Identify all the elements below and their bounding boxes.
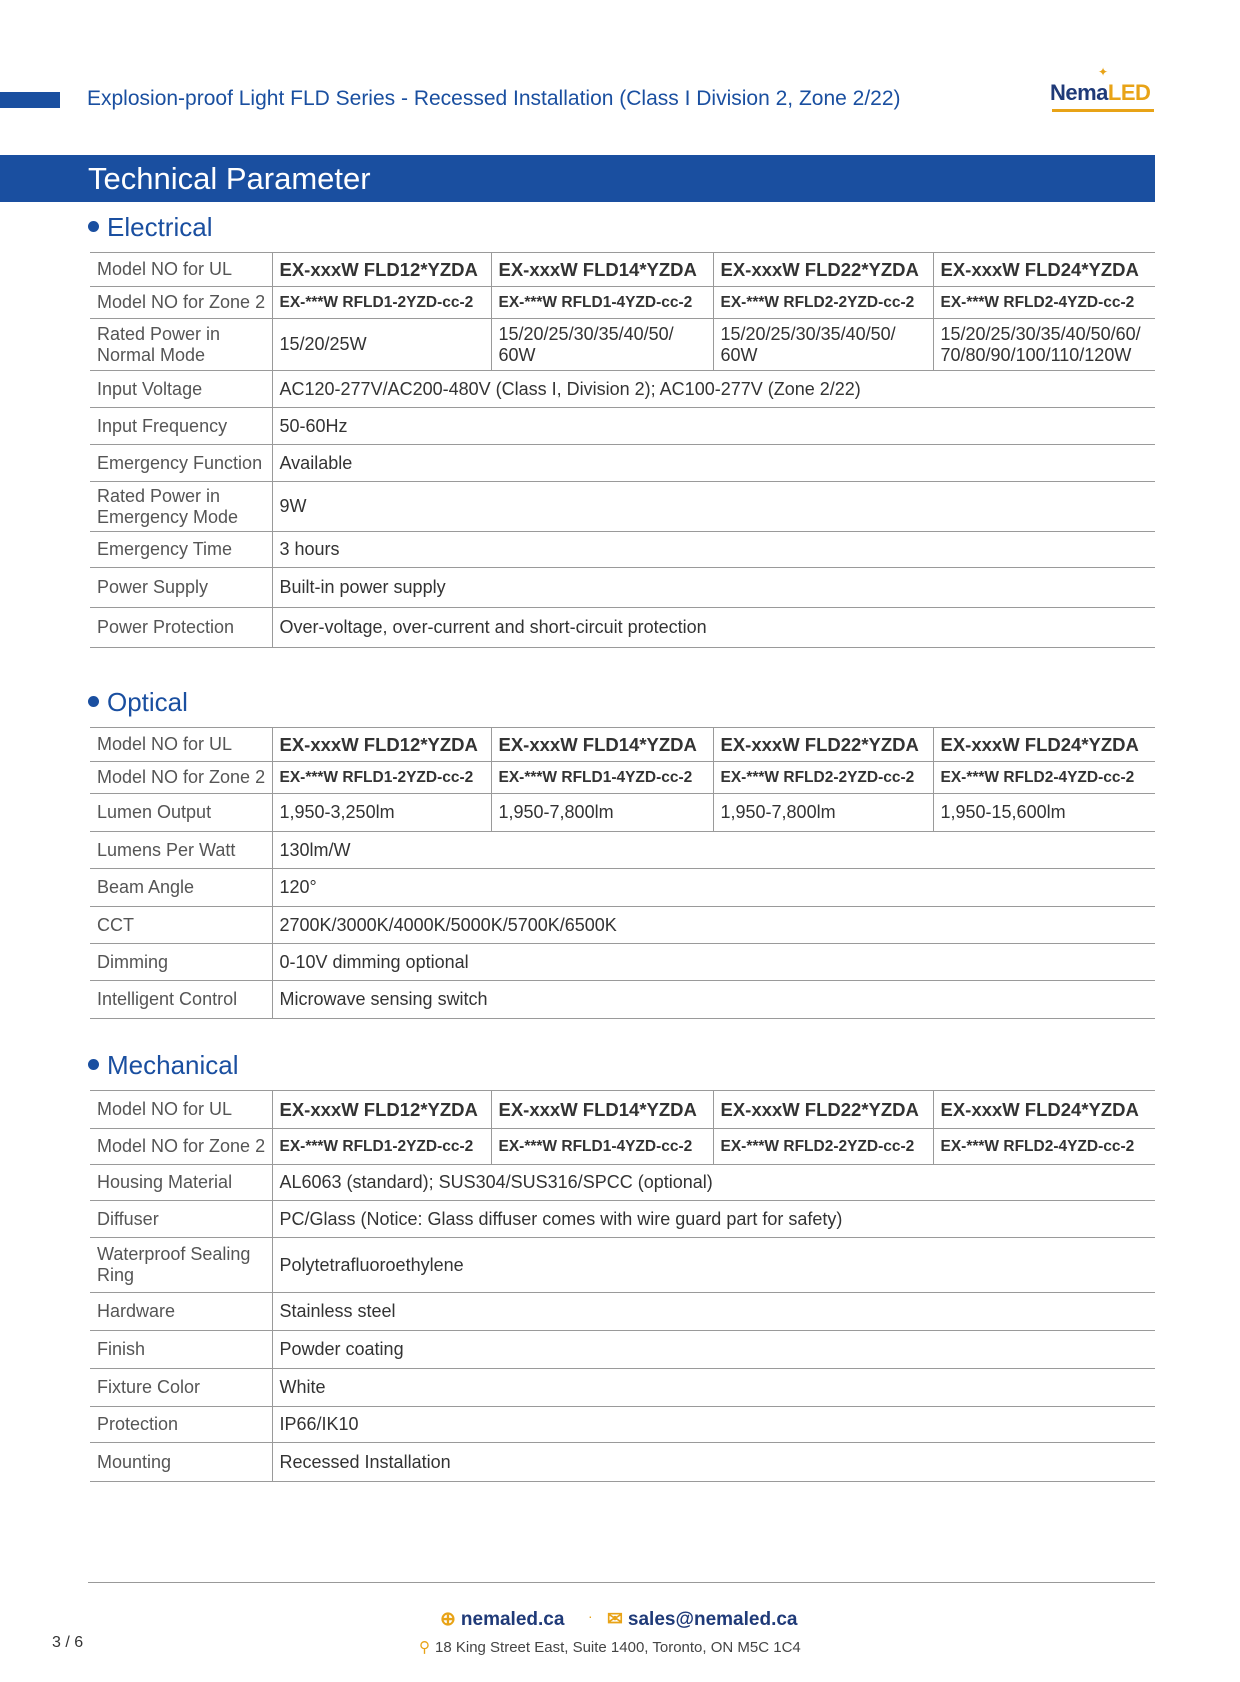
table-row xyxy=(90,1331,1155,1369)
section-title-electrical xyxy=(88,212,212,243)
table-row xyxy=(90,287,1155,319)
row-label: Input Frequency xyxy=(90,408,272,445)
row-label: Emergency Time xyxy=(90,532,272,568)
value-cell: AC120-277V/AC200-480V (Class I, Division 2); AC100-277V (Zone 2/22) xyxy=(272,371,1155,408)
model-cell: EX-***W RFLD1-2YZD-cc-2 xyxy=(272,762,491,794)
model-cell: EX-***W RFLD2-2YZD-cc-2 xyxy=(713,287,933,319)
optical-table xyxy=(90,727,1155,1019)
value-cell: 50-60Hz xyxy=(272,408,1155,445)
logo-underline xyxy=(1052,109,1154,112)
model-cell: EX-***W RFLD2-4YZD-cc-2 xyxy=(933,287,1155,319)
logo-text xyxy=(1050,80,1150,106)
row-label: Fixture Color xyxy=(90,1369,272,1407)
globe-icon: ⊕ xyxy=(440,1609,456,1630)
table-row xyxy=(90,728,1155,762)
model-cell: EX-***W RFLD2-4YZD-cc-2 xyxy=(933,762,1155,794)
table-row xyxy=(90,482,1155,532)
value-cell: AL6063 (standard); SUS304/SUS316/SPCC (optional) xyxy=(272,1165,1155,1201)
table-row xyxy=(90,1238,1155,1293)
value-cell: Built-in power supply xyxy=(272,568,1155,608)
value-cell: 15/20/25W xyxy=(272,319,491,371)
bullet-icon xyxy=(88,221,99,232)
model-cell: EX-***W RFLD1-4YZD-cc-2 xyxy=(491,1129,713,1165)
table-row xyxy=(90,408,1155,445)
bulb-icon: ✦ xyxy=(1098,65,1109,79)
model-cell: EX-xxxW FLD12*YZDA xyxy=(272,728,491,762)
model-cell: EX-***W RFLD1-4YZD-cc-2 xyxy=(491,287,713,319)
row-label: Model NO for UL xyxy=(90,253,272,287)
model-cell: EX-xxxW FLD14*YZDA xyxy=(491,1091,713,1129)
table-row xyxy=(90,1201,1155,1238)
logo-text-part1: Nema xyxy=(1050,80,1108,105)
section-title-optical xyxy=(88,687,188,718)
row-label: Rated Power in Emergency Mode xyxy=(90,482,272,532)
table-row xyxy=(90,944,1155,981)
footer-email[interactable] xyxy=(607,1608,798,1631)
model-cell: EX-***W RFLD1-4YZD-cc-2 xyxy=(491,762,713,794)
value-cell: 0-10V dimming optional xyxy=(272,944,1155,981)
value-cell: 120° xyxy=(272,869,1155,907)
table-row xyxy=(90,319,1155,371)
model-cell: EX-xxxW FLD22*YZDA xyxy=(713,728,933,762)
section-title-text: Optical xyxy=(107,687,188,717)
table-row xyxy=(90,794,1155,832)
table-row xyxy=(90,907,1155,944)
value-cell: 9W xyxy=(272,482,1155,532)
row-label: Finish xyxy=(90,1331,272,1369)
row-label: Model NO for Zone 2 xyxy=(90,762,272,794)
row-label: Power Protection xyxy=(90,608,272,648)
table-row xyxy=(90,1293,1155,1331)
value-cell: Recessed Installation xyxy=(272,1443,1155,1482)
row-label: Model NO for Zone 2 xyxy=(90,1129,272,1165)
model-cell: EX-***W RFLD1-2YZD-cc-2 xyxy=(272,1129,491,1165)
location-pin-icon: ⚲ xyxy=(419,1639,430,1656)
row-label: Dimming xyxy=(90,944,272,981)
row-label: Protection xyxy=(90,1407,272,1443)
document-header-title: Explosion-proof Light FLD Series - Recessed Installation (Class I Division 2, Zone 2/22) xyxy=(87,87,901,110)
value-cell: 1,950-3,250lm xyxy=(272,794,491,832)
value-cell: 1,950-7,800lm xyxy=(713,794,933,832)
row-label: Intelligent Control xyxy=(90,981,272,1019)
value-cell: 2700K/3000K/4000K/5000K/5700K/6500K xyxy=(272,907,1155,944)
row-label: Model NO for UL xyxy=(90,728,272,762)
bullet-icon xyxy=(88,1059,99,1070)
footer-address xyxy=(419,1638,801,1656)
row-label: Beam Angle xyxy=(90,869,272,907)
table-row xyxy=(90,762,1155,794)
section-title-text: Mechanical xyxy=(107,1050,239,1080)
model-cell: EX-***W RFLD1-2YZD-cc-2 xyxy=(272,287,491,319)
value-cell: Available xyxy=(272,445,1155,482)
value-cell: 130lm/W xyxy=(272,832,1155,869)
model-cell: EX-xxxW FLD22*YZDA xyxy=(713,1091,933,1129)
model-cell: EX-***W RFLD2-2YZD-cc-2 xyxy=(713,762,933,794)
value-cell: 3 hours xyxy=(272,532,1155,568)
row-label: Power Supply xyxy=(90,568,272,608)
table-row xyxy=(90,253,1155,287)
table-row xyxy=(90,1165,1155,1201)
footer-separator: · xyxy=(588,1608,593,1624)
row-label: Model NO for UL xyxy=(90,1091,272,1129)
banner-title: Technical Parameter xyxy=(88,161,371,196)
row-label: Input Voltage xyxy=(90,371,272,408)
value-cell: 1,950-15,600lm xyxy=(933,794,1155,832)
table-row xyxy=(90,832,1155,869)
bullet-icon xyxy=(88,696,99,707)
address-text: 18 King Street East, Suite 1400, Toronto, ON M5C 1C4 xyxy=(435,1639,801,1656)
row-label: Mounting xyxy=(90,1443,272,1482)
row-label: Lumen Output xyxy=(90,794,272,832)
value-cell: Over-voltage, over-current and short-circuit protection xyxy=(272,608,1155,648)
table-row xyxy=(90,1443,1155,1482)
model-cell: EX-xxxW FLD24*YZDA xyxy=(933,1091,1155,1129)
nemaled-logo xyxy=(1050,66,1156,116)
table-row xyxy=(90,1407,1155,1443)
table-row xyxy=(90,568,1155,608)
table-row xyxy=(90,532,1155,568)
table-row xyxy=(90,981,1155,1019)
row-label: Rated Power in Normal Mode xyxy=(90,319,272,371)
model-cell: EX-xxxW FLD14*YZDA xyxy=(491,253,713,287)
table-row xyxy=(90,608,1155,648)
model-cell: EX-xxxW FLD12*YZDA xyxy=(272,1091,491,1129)
table-row xyxy=(90,1129,1155,1165)
footer-divider xyxy=(88,1582,1155,1583)
value-cell: Microwave sensing switch xyxy=(272,981,1155,1019)
footer-website[interactable] xyxy=(440,1608,564,1631)
value-cell: PC/Glass (Notice: Glass diffuser comes with wire guard part for safety) xyxy=(272,1201,1155,1238)
table-row xyxy=(90,1091,1155,1129)
row-label: Diffuser xyxy=(90,1201,272,1238)
envelope-icon: ✉ xyxy=(607,1609,623,1630)
value-cell: 15/20/25/30/35/40/50/ 60W xyxy=(713,319,933,371)
model-cell: EX-***W RFLD2-2YZD-cc-2 xyxy=(713,1129,933,1165)
value-cell: 15/20/25/30/35/40/50/60/ 70/80/90/100/110/120W xyxy=(933,319,1155,371)
page-number: 3 / 6 xyxy=(52,1634,84,1651)
value-cell: IP66/IK10 xyxy=(272,1407,1155,1443)
row-label: CCT xyxy=(90,907,272,944)
table-row xyxy=(90,445,1155,482)
row-label: Model NO for Zone 2 xyxy=(90,287,272,319)
electrical-table xyxy=(90,252,1155,648)
value-cell: 15/20/25/30/35/40/50/ 60W xyxy=(491,319,713,371)
table-row xyxy=(90,1369,1155,1407)
table-row xyxy=(90,869,1155,907)
model-cell: EX-***W RFLD2-4YZD-cc-2 xyxy=(933,1129,1155,1165)
row-label: Emergency Function xyxy=(90,445,272,482)
model-cell: EX-xxxW FLD22*YZDA xyxy=(713,253,933,287)
model-cell: EX-xxxW FLD24*YZDA xyxy=(933,253,1155,287)
row-label: Waterproof Sealing Ring xyxy=(90,1238,272,1293)
mechanical-table xyxy=(90,1090,1155,1482)
model-cell: EX-xxxW FLD24*YZDA xyxy=(933,728,1155,762)
value-cell: Stainless steel xyxy=(272,1293,1155,1331)
value-cell: White xyxy=(272,1369,1155,1407)
section-title-text: Electrical xyxy=(107,212,213,242)
row-label: Housing Material xyxy=(90,1165,272,1201)
model-cell: EX-xxxW FLD14*YZDA xyxy=(491,728,713,762)
row-label: Hardware xyxy=(90,1293,272,1331)
logo-text-part2: LED xyxy=(1107,80,1151,105)
email-link[interactable]: sales@nemaled.ca xyxy=(627,1609,798,1630)
header-accent-bar xyxy=(0,92,60,108)
value-cell: Powder coating xyxy=(272,1331,1155,1369)
website-link[interactable]: nemaled.ca xyxy=(460,1609,565,1630)
table-row xyxy=(90,371,1155,408)
section-banner xyxy=(0,155,1155,202)
row-label: Lumens Per Watt xyxy=(90,832,272,869)
section-title-mechanical xyxy=(88,1050,239,1081)
value-cell: Polytetrafluoroethylene xyxy=(272,1238,1155,1293)
model-cell: EX-xxxW FLD12*YZDA xyxy=(272,253,491,287)
value-cell: 1,950-7,800lm xyxy=(491,794,713,832)
